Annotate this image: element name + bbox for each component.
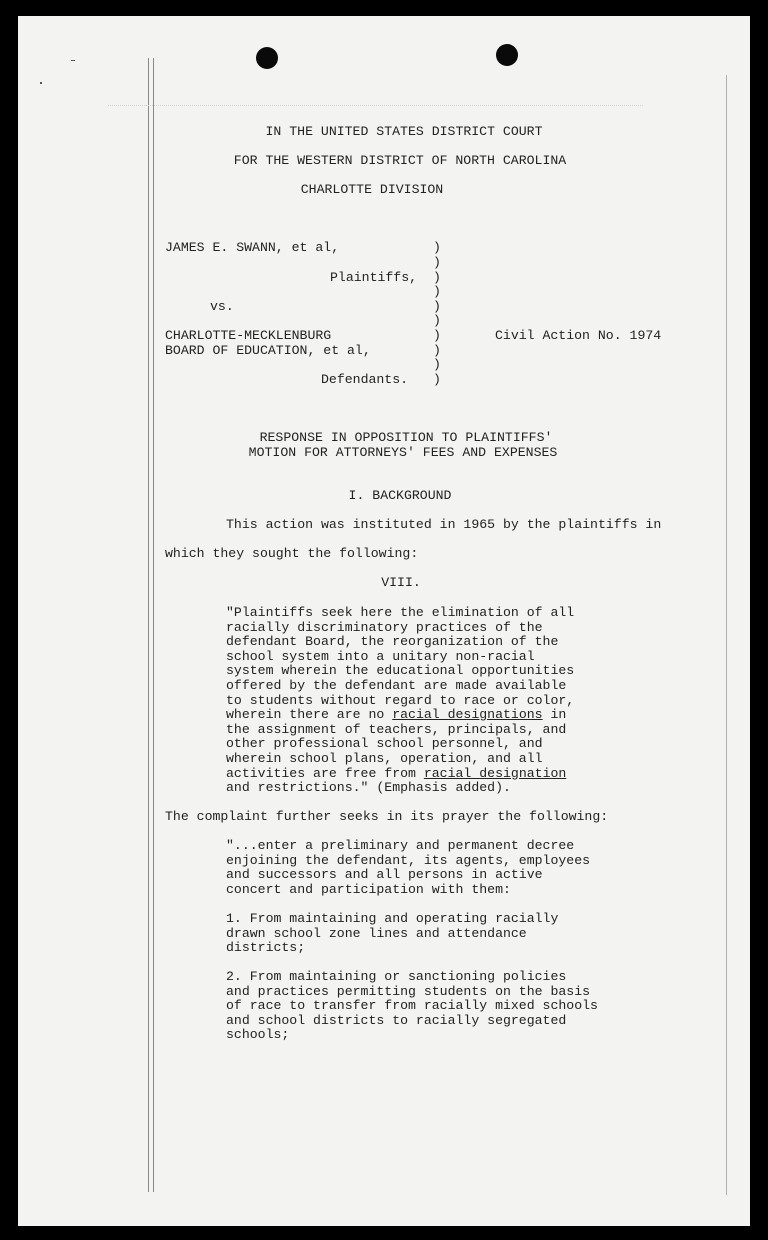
intro-paragraph: This action was instituted in 1965 by the plaintiffs in	[226, 517, 662, 532]
civil-action-number: Civil Action No. 1974	[495, 328, 662, 343]
defendant-role: Defendants.	[321, 372, 409, 387]
punch-hole-right	[496, 44, 518, 66]
complaint-quote: "Plaintiffs seek here the elimination of all racially discriminatory practices of the defendant Board, the reorganization of the school system into a unitary non-racial system wherein the educational opportunities offered by the defendant are made available to students without regard to race or color, wherein there are no racial designations in the assignment of teachers, principals, and other professional school personnel, and wherein school plans, operation, and all activities are free from racial designation and restrictions." (Emphasis added).	[226, 605, 575, 796]
complaint-intro: The complaint further seeks in its prayer the following:	[165, 809, 609, 824]
faint-header-rule	[108, 105, 643, 106]
document-title: MOTION FOR ATTORNEYS' FEES AND EXPENSES	[248, 445, 558, 460]
document-title: RESPONSE IN OPPOSITION TO PLAINTIFFS'	[259, 430, 553, 445]
plaintiff-role: Plaintiffs,	[330, 270, 418, 285]
prayer-item: 1. From maintaining and operating racially drawn school zone lines and attendance districts;	[226, 911, 559, 956]
prayer-item: 2. From maintaining or sanctioning policies and practices permitting students on the basis of race to transfer from racially mixed schools and school districts to racially segregated schools;	[226, 969, 598, 1043]
underlined-phrase: racial designations	[392, 707, 543, 723]
stray-mark	[40, 82, 42, 84]
prayer-quote: "...enter a preliminary and permanent decree enjoining the defendant, its agents, employees and successors and all persons in active concert and participation with them:	[226, 838, 591, 897]
underlined-phrase: racial designation	[423, 765, 567, 781]
court-division: CHARLOTTE DIVISION	[300, 182, 444, 197]
punch-hole-left	[256, 47, 278, 69]
left-margin-line	[148, 58, 149, 1192]
intro-paragraph: which they sought the following:	[165, 546, 419, 561]
court-name: IN THE UNITED STATES DISTRICT COURT	[265, 124, 543, 139]
left-margin-line-inner	[153, 58, 154, 1192]
plaintiff-name: JAMES E. SWANN, et al,	[165, 240, 340, 255]
stray-mark	[71, 60, 75, 61]
defendant-name: BOARD OF EDUCATION, et al,	[165, 343, 371, 358]
defendant-name: CHARLOTTE-MECKLENBURG	[165, 328, 332, 343]
right-margin-line	[726, 75, 727, 1195]
section-heading: I. BACKGROUND	[348, 488, 452, 503]
paragraph-label: VIII.	[381, 575, 421, 590]
court-district: FOR THE WESTERN DISTRICT OF NORTH CAROLINA	[233, 153, 567, 168]
versus: vs.	[210, 299, 234, 314]
